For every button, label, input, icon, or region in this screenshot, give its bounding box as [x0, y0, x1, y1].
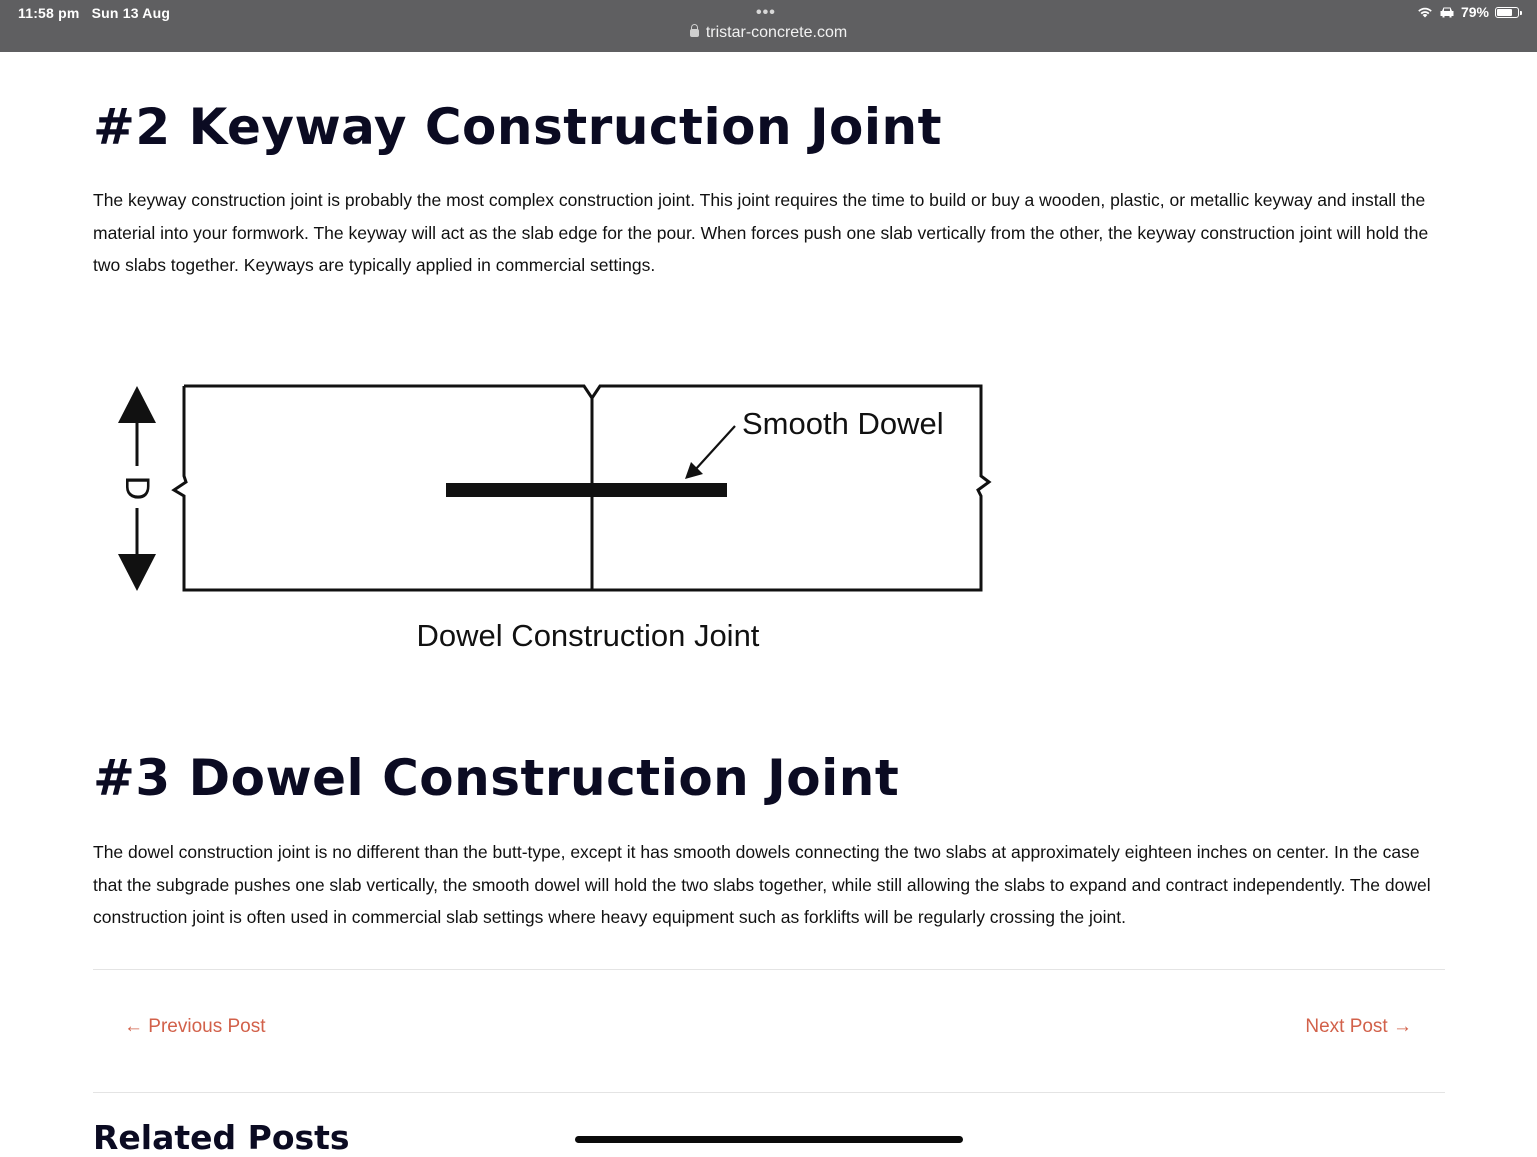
status-time-date	[18, 5, 178, 21]
keyway-section-body: The keyway construction joint is probably the most complex construction joint. This joint requires the time to build or buy a wooden, plastic, or metallic keyway and install the material into your formwork. The keyway will act as the slab edge for the pour. When forces push one slab vertically from the other, the keyway construction joint will hold the two slabs together. Keyways are typically applied in commercial settings.	[93, 190, 1429, 275]
keyway-section-title: #2 Keyway Construction Joint	[93, 98, 943, 156]
dowel-bar	[446, 483, 727, 497]
dowel-joint-diagram	[108, 378, 998, 668]
next-post-link[interactable]: Next Post →	[1305, 1016, 1412, 1037]
status-indicators	[1417, 4, 1519, 20]
smooth-dowel-label: Smooth Dowel	[742, 406, 944, 441]
browser-status-bar	[0, 0, 1537, 52]
lock-icon	[690, 29, 699, 37]
dowel-section-title: #3 Dowel Construction Joint	[93, 749, 900, 807]
previous-post-link[interactable]: ← Previous Post	[124, 1016, 266, 1037]
wifi-icon	[1417, 6, 1433, 18]
status-time: 11:58 pm	[18, 5, 80, 21]
battery-icon	[1495, 7, 1519, 18]
battery-percent: 79%	[1460, 4, 1489, 20]
home-indicator[interactable]	[575, 1136, 963, 1143]
battery-level-fill	[1497, 9, 1512, 16]
divider	[93, 1092, 1445, 1093]
more-dots-icon[interactable]: •••	[756, 4, 776, 21]
diagram-caption: Dowel Construction Joint	[416, 618, 760, 653]
divider	[93, 969, 1445, 970]
dowel-section-body: The dowel construction joint is no different than the butt-type, except it has smooth dowels connecting the two slabs at approximately eighteen inches on center. In the case that the subgrade pushes one slab vertically, the smooth dowel will hold the two slabs together, while still allowing the slabs to expand and contract independently. The dowel construction joint is often used in commercial slab settings where heavy equipment such as forklifts will be regularly crossing the joint.	[93, 842, 1431, 927]
dimension-label: D	[118, 475, 156, 501]
related-posts-title: Related Posts	[93, 1118, 350, 1157]
car-icon	[1439, 6, 1455, 18]
address-bar[interactable]	[0, 24, 1537, 42]
status-date: Sun 13 Aug	[91, 5, 171, 21]
callout-arrow	[685, 426, 735, 479]
url-text: tristar-concrete.com	[705, 24, 848, 41]
